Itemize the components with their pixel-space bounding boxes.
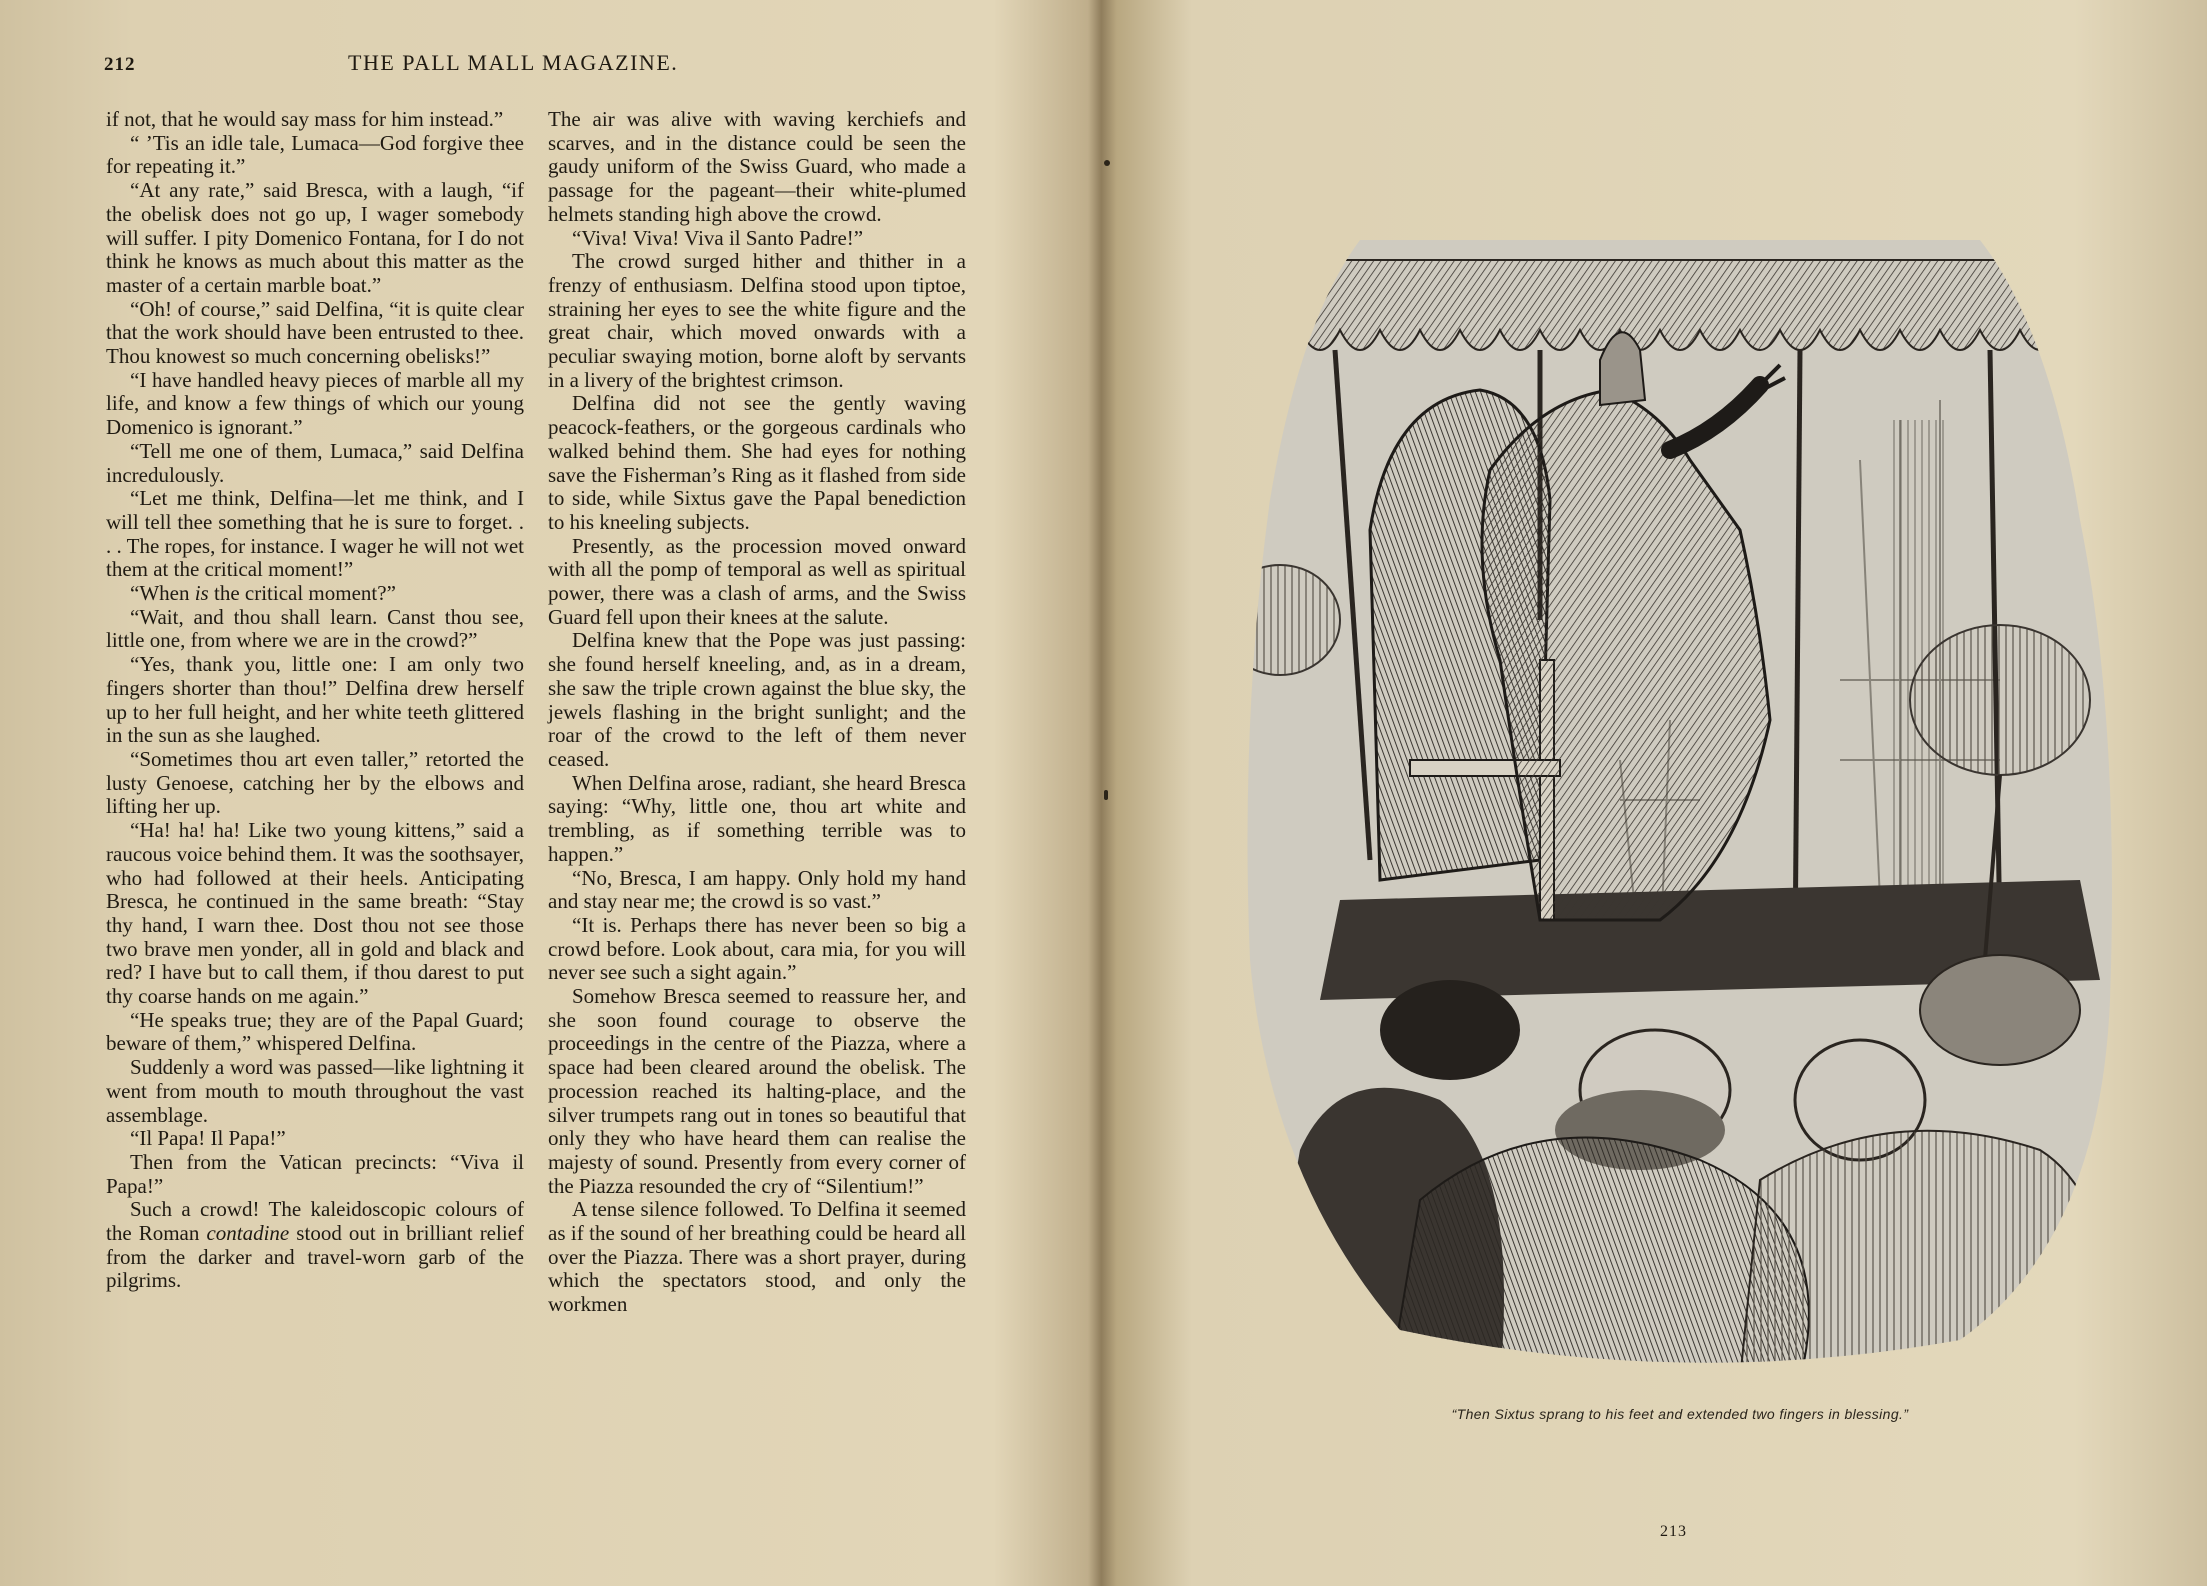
paragraph: “ ’Tis an idle tale, Lumaca—God forgive thee for repeating it.” bbox=[106, 130, 524, 179]
paragraph: “Yes, thank you, little one: I am only two fingers shorter than thou!” Delfina drew herself up to her full height, and her white teeth glittered in the sun as she laughed. bbox=[106, 652, 524, 748]
paragraph: if not, that he would say mass for him instead.” bbox=[106, 107, 504, 131]
left-page bbox=[0, 0, 1100, 1586]
paragraph: “When is the critical moment?” bbox=[130, 581, 396, 606]
illustration-caption: “Then Sixtus sprang to his feet and extended two fingers in blessing.” bbox=[1451, 1406, 1909, 1422]
paragraph: “I have handled heavy pieces of marble all my life, and know a few things of which our young Domenico is ignorant.” bbox=[106, 367, 524, 440]
canopy bbox=[1300, 260, 2060, 350]
paragraph: “It is. Perhaps there has never been so big a crowd before. Look about, cara mia, for you will never see such a sight again.” bbox=[548, 912, 966, 985]
paragraph: The crowd surged hither and thither in a frenzy of enthusiasm. Delfina stood upon tiptoe, straining her eyes to see the white figure and the great chair, which moved onwards with a peculiar swaying motion, borne aloft by servants in a livery of the brightest crimson. bbox=[548, 249, 966, 392]
text-column-1 bbox=[106, 108, 524, 1293]
paragraph: “Oh! of course,” said Delfina, “it is quite clear that the work should have been entrusted to thee. Thou knowest so much concerning obelisks!” bbox=[106, 296, 524, 369]
paragraph: Presently, as the procession moved onward with all the pomp of temporal as well as spiritual power, there was a clash of arms, and the Swiss Guard fell upon their knees at the salute. bbox=[548, 533, 966, 629]
running-head: THE PALL MALL MAGAZINE. bbox=[348, 50, 679, 75]
binding-mark bbox=[1104, 790, 1108, 800]
paragraph: “No, Bresca, I am happy. Only hold my hand and stay near me; the crowd is so vast.” bbox=[548, 865, 966, 914]
paragraph: “Ha! ha! ha! Like two young kittens,” said a raucous voice behind them. It was the soothsayer, who had followed at their heels. Anticipating Bresca, he continued in the same breath: “Stay thy hand, I warn thee. Dost thou not see those two brave men yonder, all in gold and black and red? I have but to call them, if thou darest to put thy coarse hands on me again.” bbox=[106, 818, 524, 1009]
paragraph: “Wait, and thou shall learn. Canst thou see, little one, from where we are in the crowd?” bbox=[106, 604, 524, 653]
paragraph: The air was alive with waving kerchiefs and scarves, and in the distance could be seen the gaudy uniform of the Swiss Guard, who made a passage for the pageant—their white-plumed helmets standing high above the crowd. bbox=[548, 107, 966, 226]
illustration bbox=[1240, 200, 2120, 1380]
text-column-2 bbox=[548, 108, 966, 1317]
paragraph: Delfina knew that the Pope was just passing: she found herself kneeling, and, as in a dream, she saw the triple crown against the blue sky, the jewels flashing in the bright sunlight; and the roar of the crowd to the left of them never ceased. bbox=[548, 628, 966, 771]
paragraph: When Delfina arose, radiant, she heard Bresca saying: “Why, little one, thou art white and trembling, as if something terrible was to happen.” bbox=[548, 770, 966, 866]
paragraph: Delfina did not see the gently waving peacock-feathers, or the gorgeous cardinals who walked behind them. She had eyes for nothing save the Fisherman’s Ring as it flashed from side to side, while Sixtus gave the Papal benediction to his kneeling subjects. bbox=[548, 391, 966, 534]
binding-mark bbox=[1104, 160, 1110, 166]
paragraph: “Viva! Viva! Viva il Santo Padre!” bbox=[572, 225, 864, 250]
paragraph: Such a crowd! The kaleidoscopic colours of the Roman contadine stood out in brilliant relief from the darker and travel-worn garb of the pilgrims. bbox=[106, 1197, 524, 1293]
paragraph: Suddenly a word was passed—like lightning it went from mouth to mouth throughout the vast assemblage. bbox=[106, 1055, 524, 1127]
paragraph: “Tell me one of them, Lumaca,” said Delfina incredulously. bbox=[106, 438, 524, 487]
paragraph: “He speaks true; they are of the Papal Guard; beware of them,” whispered Delfina. bbox=[106, 1007, 524, 1056]
paragraph: “At any rate,” said Bresca, with a laugh, “if the obelisk does not go up, I wager somebody will suffer. I pity Domenico Fontana, for I do not think he knows as much about this matter as the master of a certain marble boat.” bbox=[106, 178, 524, 297]
paragraph: Somehow Bresca seemed to reassure her, and she soon found courage to observe the proceedings in the centre of the Piazza, where a space had been cleared around the obelisk. The procession reached its halting-place, and the silver trumpets rang out in tones so beautiful that only they who have heard them can realise the majesty of sound. Presently from every corner of the Piazza resounded the cry of “Silentium!” bbox=[548, 984, 966, 1198]
paragraph: “Let me think, Delfina—let me think, and I will tell thee something that he is sure to forget. . . . The ropes, for instance. I wager he will not wet them at the critical moment!” bbox=[106, 486, 524, 582]
paragraph: Then from the Vatican precincts: “Viva il Papa!” bbox=[106, 1149, 524, 1198]
fan-right bbox=[1910, 625, 2090, 775]
page-number-right: 213 bbox=[1660, 1523, 1687, 1540]
paragraph: “Sometimes thou art even taller,” retorted the lusty Genoese, catching her by the elbows and lifting her up. bbox=[106, 746, 524, 819]
paragraph: “Il Papa! Il Papa!” bbox=[130, 1126, 286, 1151]
pope-blessing-illustration bbox=[1240, 200, 2120, 1380]
paragraph: A tense silence followed. To Delfina it seemed as if the sound of her breathing could be heard all over the Piazza. There was a short prayer, during which the spectators stood, and only the workmen bbox=[548, 1197, 966, 1317]
page-number-left: 212 bbox=[104, 54, 136, 75]
